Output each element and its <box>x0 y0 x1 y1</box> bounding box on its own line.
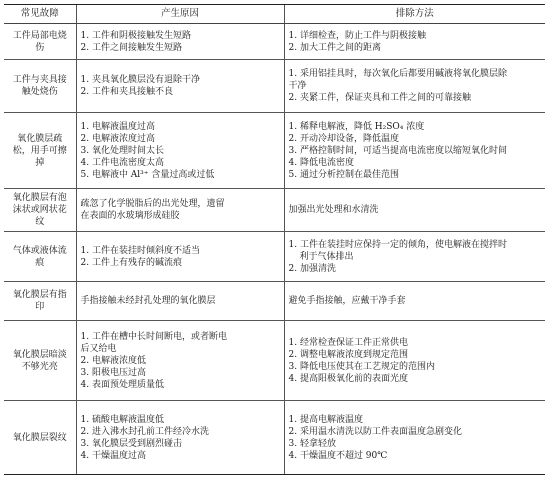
remedy-line: 4. 干燥温度不超过 90℃ <box>288 450 388 461</box>
remedy-cell <box>284 189 545 232</box>
remedy-line: 1. 稀释电解液，降低 H₂SO₄ 浓度 <box>288 121 425 132</box>
remedy-line: 1. 采用铝挂具时，每次氧化后都要用碱液将氧化膜层除 <box>288 69 507 79</box>
remedy-line: 4. 提高阳极氧化前的表面光度 <box>288 373 408 384</box>
table-row <box>4 60 545 113</box>
remedy-cell <box>284 321 545 401</box>
cause-line: 4. 工件电流密度太高 <box>80 157 164 168</box>
remedy-cell <box>284 232 545 282</box>
remedy-cell <box>284 113 545 189</box>
fault-cell: 氧化膜层疏松，用手可擦掉 <box>4 113 76 189</box>
cause-line: 1. 工件和阴极接触发生短路 <box>80 30 191 41</box>
remedy-cell <box>284 401 545 475</box>
remedy-line: 2. 采用温水清洗以防工件表面温度急剧变化 <box>288 426 462 437</box>
cause-line: 2. 进入沸水封孔前工件经冷水洗 <box>80 426 209 437</box>
remedy-line: 4. 降低电流密度 <box>288 157 354 168</box>
table-row <box>4 401 545 475</box>
fault-cell: 气体或液体流痕 <box>4 232 76 282</box>
cause-line: 1. 工件在槽中长时间断电，或者断电 <box>80 331 227 342</box>
fault-cell: 工件与夹具接触处烧伤 <box>4 60 76 113</box>
cause-cell <box>76 60 284 113</box>
cause-line: 后又给电 <box>80 343 117 354</box>
cause-line: 3. 氧化膜层受到剧烈碰击 <box>80 438 182 449</box>
cause-line: 4. 干燥温度过高 <box>80 450 146 461</box>
cause-cell <box>76 113 284 189</box>
table-row <box>4 113 545 189</box>
cause-line: 3. 阳极电压过高 <box>80 367 146 378</box>
fault-table <box>4 4 545 475</box>
cause-line: 2. 电解液浓度过高 <box>80 133 155 144</box>
cause-cell <box>76 321 284 401</box>
fault-cell: 氧化膜层有指印 <box>4 282 76 321</box>
remedy-cell <box>284 24 545 60</box>
fault-cell: 氧化膜层裂纹 <box>4 401 76 475</box>
header-row <box>4 5 545 24</box>
fault-cell: 氧化膜层有泡沫状或网状花纹 <box>4 189 76 232</box>
remedy-cell <box>284 282 545 321</box>
cause-cell <box>76 282 284 321</box>
remedy-line: 3. 严格控制时间，可适当提高电流密度以缩短氧化时间 <box>288 145 507 156</box>
fault-cell: 氧化膜层暗淡不够光亮 <box>4 321 76 401</box>
table-row <box>4 321 545 401</box>
remedy-line: 利于气体排出 <box>299 251 354 262</box>
remedy-line: 5. 通过分析控制在最佳范围 <box>288 169 399 180</box>
table-row <box>4 232 545 282</box>
cause-line: 1. 夹具氧化膜层没有退除干净 <box>80 75 200 85</box>
remedy-line: 2. 调整电解液浓度到规定范围 <box>288 349 408 360</box>
remedy-line: 1. 详细检查，防止工件与阴极接触 <box>288 30 426 41</box>
remedy-line: 2. 夹紧工件，保证夹具和工件之间的可靠接触 <box>288 93 471 103</box>
remedy-line: 3. 轻拿轻放 <box>288 438 336 449</box>
cause-line: 疏忽了化学脱脂后的出光处理，遗留 <box>80 199 225 209</box>
cause-line: 4. 表面预处理质量低 <box>80 379 164 390</box>
table-row <box>4 189 545 232</box>
remedy-line: 避免手指接触，应戴干净手套 <box>288 296 406 306</box>
cause-line: 3. 氧化处理时间太长 <box>80 145 164 156</box>
remedy-line: 3. 降低电压使其在工艺规定的范围内 <box>288 361 435 372</box>
header-cause: 产生原因 <box>76 5 284 24</box>
cause-line: 手指接触未经封孔处理的氧化膜层 <box>80 296 216 306</box>
remedy-line: 加强出光处理和水清洗 <box>288 205 379 215</box>
remedy-line: 1. 工件在装挂时应保持一定的倾角，使电解液在搅拌时 <box>288 239 507 250</box>
cause-line: 5. 电解液中 Al³⁺ 含量过高或过低 <box>80 169 215 180</box>
remedy-line: 2. 开动冷却设备，降低温度 <box>288 133 399 144</box>
cause-line: 2. 工件上有残存的碱流痕 <box>80 257 182 268</box>
cause-cell <box>76 232 284 282</box>
table-row <box>4 282 545 321</box>
cause-line: 2. 电解液浓度低 <box>80 355 146 366</box>
cause-cell <box>76 189 284 232</box>
cause-cell <box>76 24 284 60</box>
cause-line: 1. 工件在装挂时倾斜度不适当 <box>80 245 200 256</box>
table-row <box>4 24 545 60</box>
cause-line: 2. 工件和夹具接触不良 <box>80 87 173 97</box>
cause-cell <box>76 401 284 475</box>
cause-line: 1. 硫酸电解液温度低 <box>80 414 164 425</box>
fault-cell: 工件局部电烧伤 <box>4 24 76 60</box>
remedy-line: 2. 加大工件之间的距离 <box>288 42 381 53</box>
remedy-line: 1. 提高电解液温度 <box>288 414 363 425</box>
remedy-line: 干净 <box>288 81 307 91</box>
cause-line: 在表面的水玻璃形成硅胶 <box>80 211 180 221</box>
remedy-cell <box>284 60 545 113</box>
cause-line: 1. 电解液温度过高 <box>80 121 155 132</box>
cause-line: 2. 工件之间接触发生短路 <box>80 42 182 53</box>
remedy-line: 2. 加强清洗 <box>288 263 336 274</box>
remedy-line: 1. 经常检查保证工件正常供电 <box>288 337 408 348</box>
header-fault: 常见故障 <box>4 5 76 24</box>
header-remedy: 排除方法 <box>284 5 545 24</box>
